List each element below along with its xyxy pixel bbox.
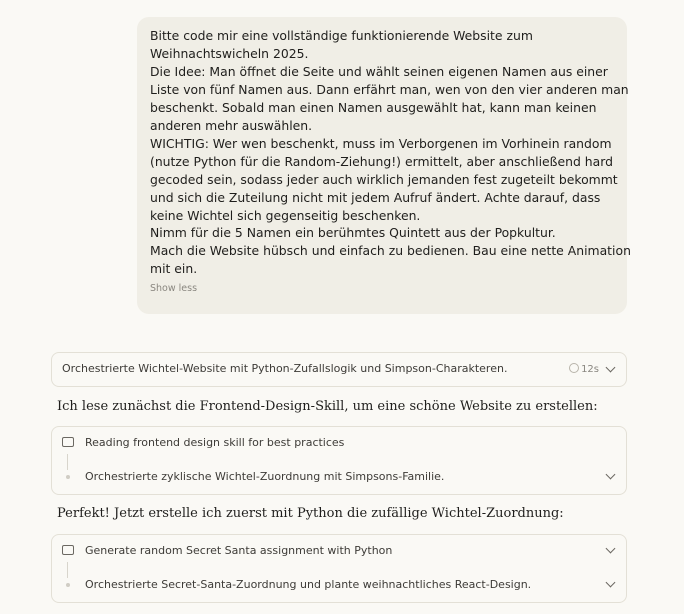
user-message-line: anderen mehr auswählen.	[150, 117, 313, 133]
user-message-line: gecoded sein, sodass jeder auch wirklich jemanden fest zugeteilt bekommt	[150, 171, 618, 187]
user-message-bubble	[137, 17, 631, 314]
user-message-line: und sich die Zuteilung nicht mit jedem Aufruf ändert. Achte darauf, dass	[150, 189, 601, 205]
user-message-line: mit ein.	[150, 261, 198, 277]
chevron-down-icon	[606, 470, 616, 480]
tool-call-summary-row[interactable]	[62, 468, 626, 488]
tool-call-label: Reading frontend design skill for best practices	[85, 436, 345, 449]
tool-call-summary: Orchestrierte zyklische Wichtel-Zuordnung mit Simpsons-Familie.	[85, 470, 445, 483]
user-message-line: Die Idee: Man öffnet die Seite und wählt seinen eigenen Namen aus einer	[150, 63, 608, 79]
user-message-line: Liste von fünf Namen aus. Dann erfährt man, wen von den vier anderen man	[150, 81, 629, 97]
terminal-icon	[62, 545, 74, 555]
thinking-summary-toggle[interactable]	[51, 352, 627, 387]
tool-call-card	[51, 426, 627, 495]
assistant-paragraph: Ich lese zunächst die Frontend-Design-Skill, um eine schöne Website zu erstellen:	[57, 399, 598, 414]
user-message-line: keine Wichtel sich gegenseitig beschenken.	[150, 207, 421, 223]
tool-call-label: Generate random Secret Santa assignment with Python	[85, 544, 393, 557]
timeline-dot-icon	[66, 583, 70, 587]
chevron-down-icon	[606, 363, 616, 373]
tool-call-summary: Orchestrierte Secret-Santa-Zuordnung und plante weihnachtliches React-Design.	[85, 578, 532, 591]
book-icon	[62, 437, 74, 447]
user-message-line: Weihnachtswicheln 2025.	[150, 45, 309, 61]
clock-icon	[569, 363, 579, 373]
timeline-dot-icon	[66, 475, 70, 479]
user-message-line: beschenkt. Sobald man einen Namen ausgewählt hat, kann man keinen	[150, 99, 597, 115]
thinking-summary-title: Orchestrierte Wichtel-Website mit Python-Zufallslogik und Simpson-Charakteren.	[62, 362, 508, 375]
tool-call-card	[51, 534, 627, 603]
user-message-line: Nimm für die 5 Namen ein berühmtes Quintett aus der Popkultur.	[150, 225, 556, 241]
assistant-paragraph: Perfekt! Jetzt erstelle ich zuerst mit Python die zufällige Wichtel-Zuordnung:	[57, 506, 564, 521]
user-message-line: (nutze Python für die Random-Ziehung!) ermittelt, aber anschließend hard	[150, 153, 613, 169]
chevron-down-icon	[606, 544, 616, 554]
user-message-line: Bitte code mir eine vollständige funktionierende Website zum	[150, 28, 533, 43]
chevron-down-icon	[606, 578, 616, 588]
tool-call-row[interactable]	[62, 434, 626, 454]
user-message-line: WICHTIG: Wer wen beschenkt, muss im Verborgenen im Vorhinein random	[150, 135, 612, 151]
thinking-duration-value: 12s	[581, 364, 599, 375]
tool-call-row[interactable]	[62, 542, 626, 562]
tool-call-summary-row[interactable]	[62, 576, 626, 596]
show-less-button[interactable]: Show less	[150, 283, 198, 295]
user-message-line: Mach die Website hübsch und einfach zu bedienen. Bau eine nette Animation	[150, 243, 631, 259]
thinking-duration	[569, 363, 599, 375]
